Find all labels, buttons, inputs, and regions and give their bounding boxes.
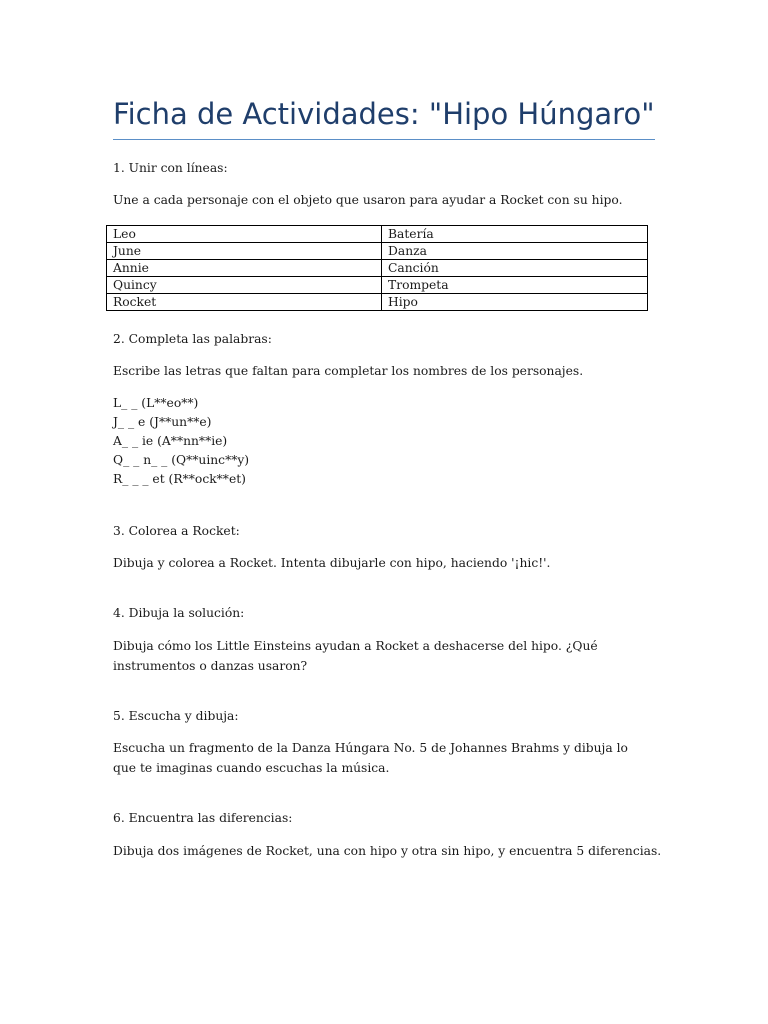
section-4-instruction: Dibuja cómo los Little Einsteins ayudan a Rocket a deshacerse del hipo. ¿Qué instrumentos o danzas usaron?	[113, 639, 598, 673]
section-1-heading: 1. Unir con líneas:	[113, 161, 228, 175]
document-title: Ficha de Actividades: "Hipo Húngaro"	[113, 97, 655, 131]
table-row	[107, 226, 648, 243]
object-cell: Canción	[382, 260, 648, 277]
section-6-heading: 6. Encuentra las diferencias:	[113, 811, 293, 825]
character-cell: Annie	[107, 260, 382, 277]
section-1-instruction: Une a cada personaje con el objeto que usaron para ayudar a Rocket con su hipo.	[113, 193, 623, 207]
word-item: J_ _ e (J**un**e)	[113, 415, 212, 429]
title-underline	[113, 139, 655, 140]
table-row	[107, 294, 648, 311]
word-item: R_ _ _ et (R**ock**et)	[113, 472, 246, 486]
section-3-instruction: Dibuja y colorea a Rocket. Intenta dibujarle con hipo, haciendo '¡hic!'.	[113, 556, 551, 570]
table-row	[107, 260, 648, 277]
table-row	[107, 277, 648, 294]
section-5-heading: 5. Escucha y dibuja:	[113, 709, 239, 723]
word-item: A_ _ ie (A**nn**ie)	[113, 434, 228, 448]
section-2-instruction: Escribe las letras que faltan para completar los nombres de los personajes.	[113, 364, 584, 378]
object-cell: Danza	[382, 243, 648, 260]
object-cell: Trompeta	[382, 277, 648, 294]
section-6-instruction: Dibuja dos imágenes de Rocket, una con hipo y otra sin hipo, y encuentra 5 diferencias.	[113, 844, 662, 858]
section-2-heading: 2. Completa las palabras:	[113, 332, 272, 346]
word-item: Q_ _ n_ _ (Q**uinc**y)	[113, 453, 250, 467]
table-row	[107, 243, 648, 260]
section-4-heading: 4. Dibuja la solución:	[113, 606, 245, 620]
character-cell: Leo	[107, 226, 382, 243]
character-cell: Rocket	[107, 294, 382, 311]
object-cell: Hipo	[382, 294, 648, 311]
character-cell: June	[107, 243, 382, 260]
character-cell: Quincy	[107, 277, 382, 294]
matching-table	[106, 225, 648, 311]
section-5-instruction: Escucha un fragmento de la Danza Húngara No. 5 de Johannes Brahms y dibuja lo que te imaginas cuando escuchas la música.	[113, 741, 628, 775]
section-3-heading: 3. Colorea a Rocket:	[113, 524, 240, 538]
word-item: L_ _ (L**eo**)	[113, 396, 199, 410]
object-cell: Batería	[382, 226, 648, 243]
